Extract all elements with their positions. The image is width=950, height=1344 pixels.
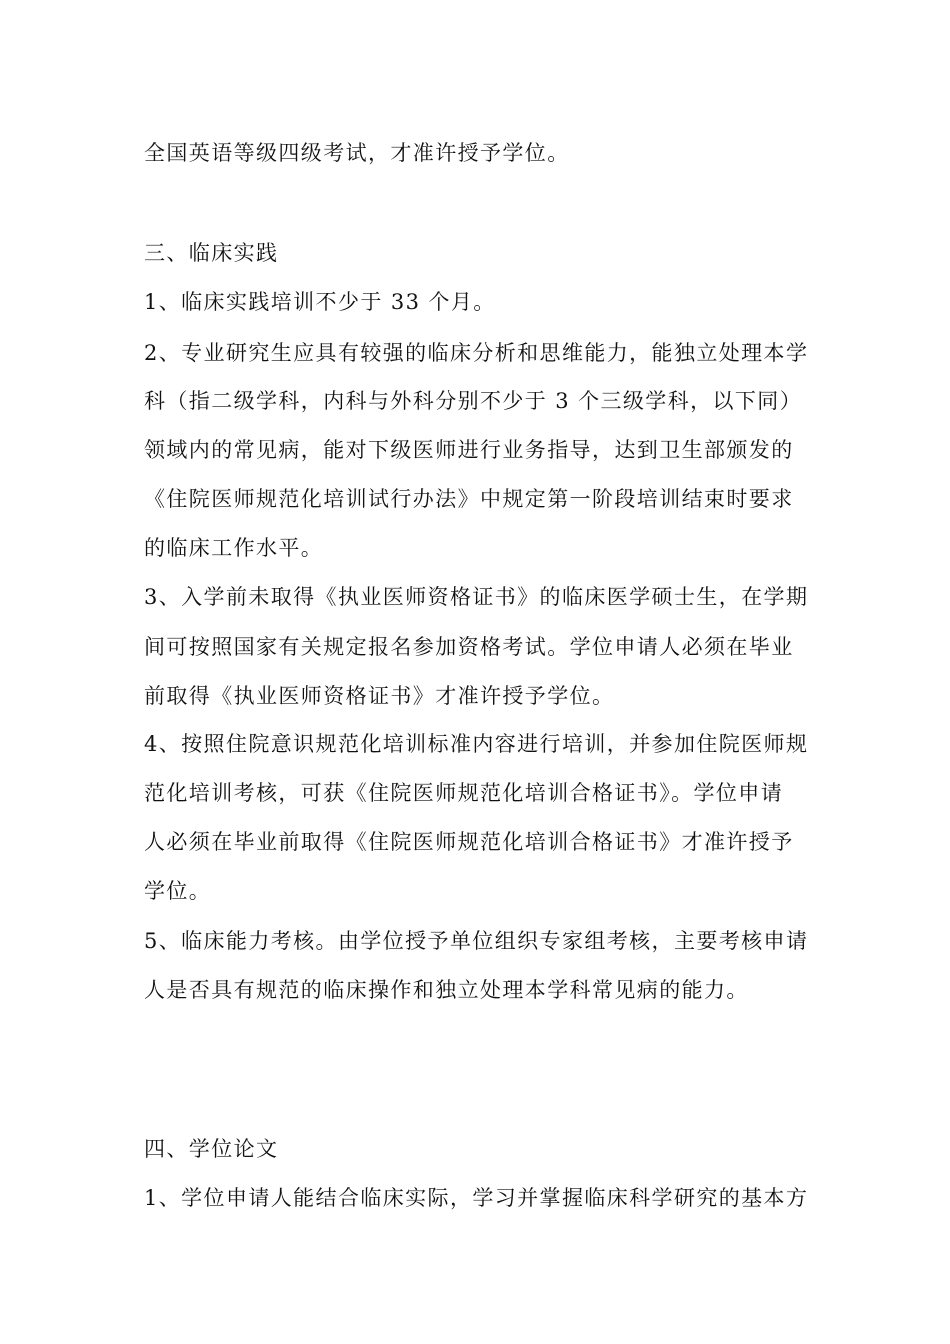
text-line: 的临床工作水平。 [144,536,324,560]
text-line: 3、入学前未取得《执业医师资格证书》的临床医学硕士生，在学期 [144,585,809,609]
text-line: 前取得《执业医师资格证书》才准许授予学位。 [144,684,615,708]
text-line: 科（指二级学科，内科与外科分别不少于 3 个三级学科，以下同） [144,389,803,413]
text-line: 4、按照住院意识规范化培训标准内容进行培训，并参加住院医师规 [144,732,809,756]
text-line: 1、临床实践培训不少于 33 个月。 [144,290,496,314]
text-line: 1、学位申请人能结合临床实际，学习并掌握临床科学研究的基本方 [144,1186,809,1210]
text-line: 范化培训考核，可获《住院医师规范化培训合格证书》。学位申请 [144,781,784,805]
section-heading: 四、学位论文 [144,1137,279,1161]
section-heading: 三、临床实践 [144,241,279,265]
text-line: 《住院医师规范化培训试行办法》中规定第一阶段培训结束时要求 [144,487,794,511]
text-line: 领域内的常见病，能对下级医师进行业务指导，达到卫生部颁发的 [144,438,794,462]
text-line: 2、专业研究生应具有较强的临床分析和思维能力，能独立处理本学 [144,341,809,365]
text-line: 人是否具有规范的临床操作和独立处理本学科常见病的能力。 [144,978,749,1002]
text-line: 人必须在毕业前取得《住院医师规范化培训合格证书》才准许授予 [144,830,794,854]
text-line: 5、临床能力考核。由学位授予单位组织专家组考核，主要考核申请 [144,929,809,953]
text-line: 间可按照国家有关规定报名参加资格考试。学位申请人必须在毕业 [144,635,794,659]
text-line: 全国英语等级四级考试，才准许授予学位。 [144,141,570,165]
text-line: 学位。 [144,879,212,903]
